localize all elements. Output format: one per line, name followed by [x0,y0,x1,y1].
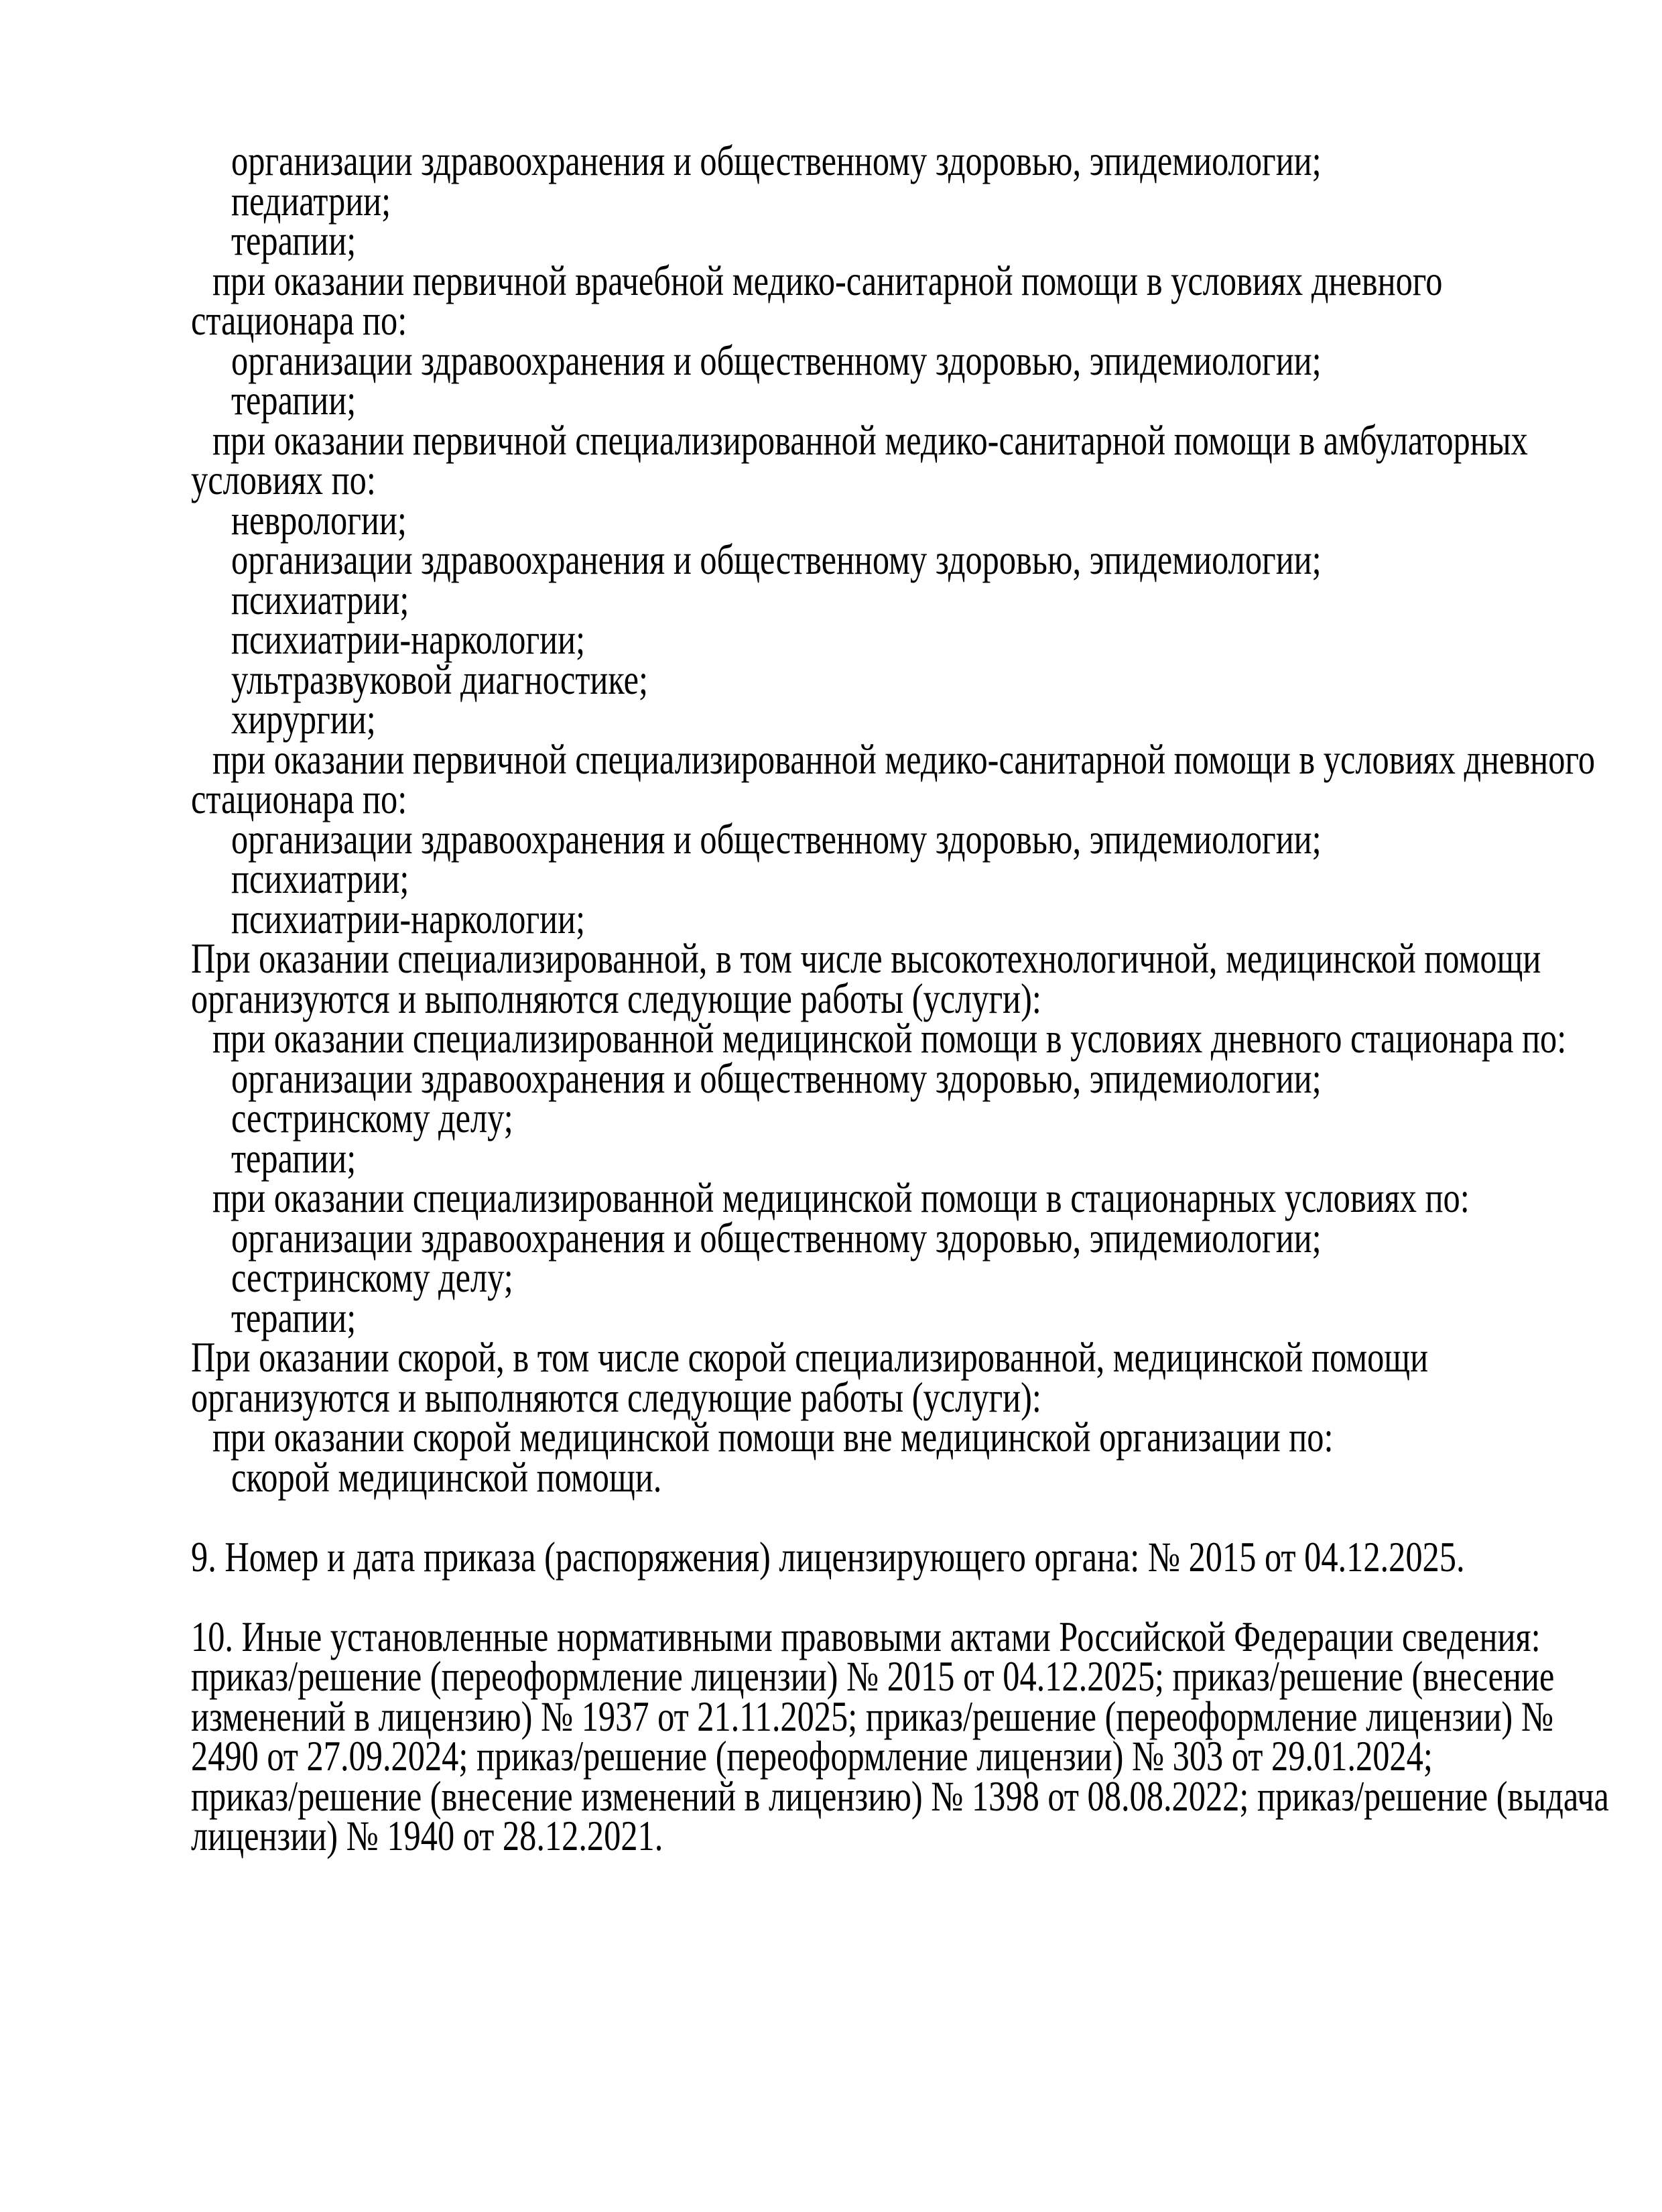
text-line-content: терапии; [231,1134,357,1182]
text-line [191,1414,1662,1461]
text-line-content: терапии; [231,1294,357,1341]
text-line-content: психиатрии-наркологии; [231,616,586,663]
text-line [191,855,1662,902]
text-line-content: при оказании первичной специализированной медико-санитарной помощи в амбулаторных [212,416,1528,464]
text-line-content: организуются и выполняются следующие работы (услуги): [191,1373,1041,1421]
text-line [191,696,1662,743]
text-line [191,1613,1662,1660]
text-line [191,536,1662,583]
text-line-content: ультразвуковой диагностике; [231,656,649,703]
text-line [191,1533,1662,1581]
text-line [191,656,1662,703]
text-line-content: При оказании специализированной, в том числе высокотехнологичной, медицинской помощи [191,935,1541,982]
text-line-content: при оказании скорой медицинской помощи вне медицинской организации по: [212,1414,1334,1461]
text-line [191,1134,1662,1182]
text-line [191,1054,1662,1102]
text-line-content: 2490 от 27.09.2024; приказ/решение (переоформление лицензии) № 303 от 29.01.2024; [191,1733,1433,1780]
text-line [191,616,1662,663]
text-line-content: организуются и выполняются следующие работы (услуги): [191,975,1041,1022]
text-line-content: при оказании первичной врачебной медико-санитарной помощи в условиях дневного [212,257,1443,304]
text-line-content: при оказании специализированной медицинской помощи в условиях дневного стационара по: [212,1015,1567,1062]
text-line [191,895,1662,942]
text-line [191,336,1662,384]
text-line [191,416,1662,464]
text-line-content: организации здравоохранения и общественному здоровью, эпидемиологии; [231,137,1322,184]
text-line [191,975,1662,1022]
text-line-content: 10. Иные установленные нормативными правовыми актами Российской Федерации сведения: [191,1613,1541,1660]
text-line [191,377,1662,424]
text-line-content: сестринскому делу; [231,1095,513,1142]
text-line-content: стационара по: [191,776,407,822]
text-line-content: психиатрии-наркологии; [231,895,586,942]
text-line [191,1334,1662,1381]
text-line-content: педиатрии; [231,177,391,225]
text-line [191,137,1662,184]
text-line-content: 9. Номер и дата приказа (распоряжения) лицензирующего органа: № 2015 от 04.12.2025. [191,1533,1465,1581]
text-line-content: приказ/решение (переоформление лицензии) № 2015 от 04.12.2025; приказ/решение (внесение [191,1653,1555,1700]
text-line-content: хирургии; [231,696,376,743]
text-line [191,776,1662,822]
text-line [191,576,1662,623]
text-line-content: изменений в лицензию) № 1937 от 21.11.2025; приказ/решение (переоформление лицензии) № [191,1693,1553,1740]
text-line-content: условиях по: [191,456,376,503]
text-line [191,1577,1662,1617]
text-line [191,456,1662,503]
text-line [191,815,1662,863]
text-line [191,1453,1662,1501]
text-line [191,1254,1662,1301]
text-line [191,1497,1662,1538]
text-line-content: лицензии) № 1940 от 28.12.2021. [191,1812,663,1859]
text-line-content: психиатрии; [231,855,409,902]
text-line [191,1015,1662,1062]
text-line-content: организации здравоохранения и общественному здоровью, эпидемиологии; [231,815,1322,863]
text-line [191,1772,1662,1820]
text-line-content: неврологии; [231,496,407,544]
text-line-content: психиатрии; [231,576,409,623]
text-line [191,217,1662,264]
text-line-content: организации здравоохранения и общественному здоровью, эпидемиологии; [231,1054,1322,1102]
text-line [191,1693,1662,1740]
text-line-content: терапии; [231,377,357,424]
text-line [191,1214,1662,1262]
text-line-content: организации здравоохранения и общественному здоровью, эпидемиологии; [231,536,1322,583]
text-line-content: организации здравоохранения и общественному здоровью, эпидемиологии; [231,1214,1322,1262]
text-line-content: стационара по: [191,297,407,344]
text-line-content: сестринскому делу; [231,1254,513,1301]
text-line-content: при оказании специализированной медицинской помощи в стационарных условиях по: [212,1174,1470,1221]
text-line [191,935,1662,982]
text-line [191,177,1662,225]
text-line [191,1095,1662,1142]
text-line [191,1174,1662,1221]
text-line [191,1733,1662,1780]
text-line-content: приказ/решение (внесение изменений в лицензию) № 1398 от 08.08.2022; приказ/решение (выдача [191,1772,1609,1820]
text-line-content: при оказании первичной специализированной медико-санитарной помощи в условиях дневного [212,735,1596,783]
text-line [191,1373,1662,1421]
text-line [191,496,1662,544]
text-line [191,1653,1662,1700]
text-line [191,257,1662,304]
text-line-content: При оказании скорой, в том числе скорой специализированной, медицинской помощи [191,1334,1429,1381]
document-text-block [191,137,1662,1859]
text-line-content: организации здравоохранения и общественному здоровью, эпидемиологии; [231,336,1322,384]
text-line [191,735,1662,783]
text-line-content: терапии; [231,217,357,264]
text-line-content: скорой медицинской помощи. [231,1453,662,1501]
text-line [191,1294,1662,1341]
text-line [191,1812,1662,1859]
text-line [191,297,1662,344]
